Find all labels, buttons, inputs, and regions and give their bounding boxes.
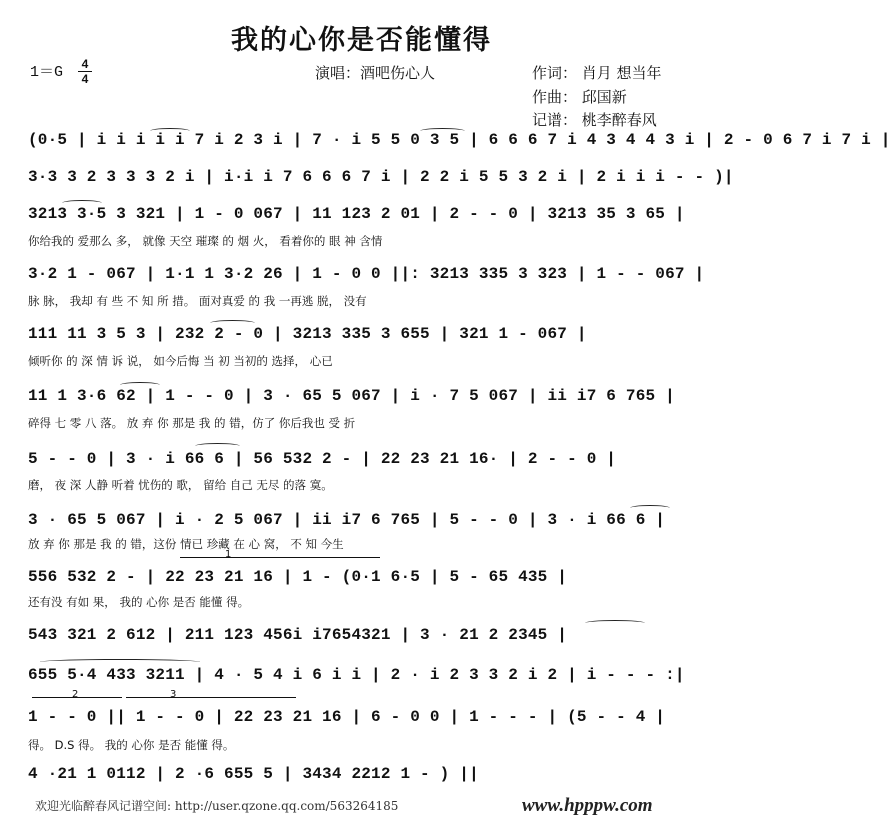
notation-line: 4 ·21 1 0112 | 2 ·6 655 5 | 3434 2212 1 - ) || [28,765,479,783]
notation-line: 3213 3·5 3 321 | 1 - 0 067 | 11 123 2 01 | 2 - - 0 | 3213 35 3 65 | [28,205,685,223]
notation-line: (0·5 | i i i i i 7 i 2 3 i | 7 · i 5 5 0 3 5 | 6 6 6 7 i 4 3 4 4 3 i | 2 - 0 6 7 i 7 i | [28,131,891,149]
time-signature [78,58,92,85]
lyric-line: 倾听你 的 深 情 诉 说， 如今后悔 当 初 当初的 选择， 心已 [28,354,333,368]
key-signature: 1＝G [30,64,64,81]
lyric-line: 脉 脉， 我却 有 些 不 知 所 措。 面对真爱 的 我 一再逃 脱， 没有 [28,294,367,308]
time-signature-bottom: 4 [81,72,89,86]
transcriber-credit: 记谱： 桃李醉春风 [532,111,657,129]
notation-line: 111 11 3 5 3 | 232 2 - 0 | 3213 335 3 655 | 321 1 - 067 | [28,325,587,343]
lyric-line: 得。 D.S 得。 我的 心你 是否 能懂 得。 [28,738,235,752]
notation-line: 655 5·4 433 3211 | 4 · 5 4 i 6 i i | 2 · i 2 3 3 2 i 2 | i - - - :| [28,666,685,684]
volta-bracket [180,557,380,558]
lyric-line: 碎得 七 零 八 落。 放 弃 你 那是 我 的 错，仿了 你后我也 受 折 [28,416,356,430]
footer-link-text: 欢迎光临醉春风记谱空间: http://user.qzone.qq.com/563264185 [35,799,399,813]
lyric-line: 磨， 夜 深 人静 听着 忧伤的 歌， 留给 自己 无尽 的落 寞。 [28,478,333,492]
volta-bracket [126,697,296,698]
time-signature-top: 4 [81,57,89,71]
lyric-line: 还有没 有如 果， 我的 心你 是否 能懂 得。 [28,595,250,609]
notation-line: 3 · 65 5 067 | i · 2 5 067 | ii i7 6 765 | 5 - - 0 | 3 · i 66 6 | [28,511,666,529]
volta-number: 3 [170,689,177,700]
notation-line: 3·3 3 2 3 3 3 2 i | i·i i 7 6 6 6 7 i | 2 2 i 5 5 3 2 i | 2 i i i - - )| [28,168,734,186]
notation-line: 11 1 3·6 62 | 1 - - 0 | 3 · 65 5 067 | i · 7 5 067 | ii i7 6 765 | [28,387,675,405]
notation-line: 543 321 2 612 | 211 123 456i i7654321 | 3 · 21 2 2345 | [28,626,568,644]
volta-number: 2 [72,689,79,700]
notation-line: 3·2 1 - 067 | 1·1 1 3·2 26 | 1 - 0 0 ||: 3213 335 3 323 | 1 - - 067 | [28,265,705,283]
lyricist-credit: 作词： 肖月 想当年 [532,64,662,82]
song-title: 我的心你是否能懂得 [231,25,492,56]
notation-line: 5 - - 0 | 3 · i 66 6 | 56 532 2 - | 22 23 21 16· | 2 - - 0 | [28,450,617,468]
composer-credit: 作曲： 邱国新 [532,88,627,106]
watermark: www.hpppw.com [522,795,653,816]
notation-line: 556 532 2 - | 22 23 21 16 | 1 - (0·1 6·5 | 5 - 65 435 | [28,568,568,586]
lyric-line: 放 弃 你 那是 我 的 错，这份 情已 珍藏 在 心 窝， 不 知 今生 [28,537,344,551]
slur [40,659,200,665]
slur [195,443,240,449]
lyric-line: 你给我的 爱那么 多， 就像 天空 璀璨 的 烟 火， 看着你的 眼 神 含情 [28,234,383,248]
singer-credit: 演唱：酒吧伤心人 [315,64,436,82]
volta-number: 1 [225,549,232,560]
notation-line: 1 - - 0 || 1 - - 0 | 22 23 21 16 | 6 - 0 0 | 1 - - - | (5 - - 4 | [28,708,666,726]
